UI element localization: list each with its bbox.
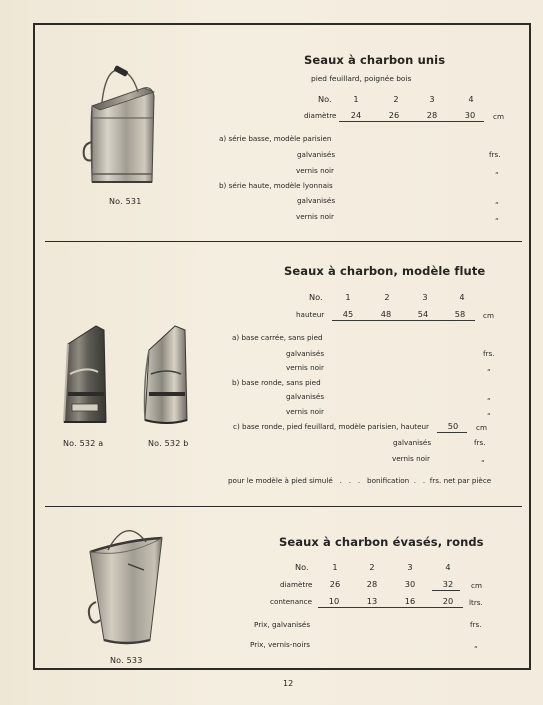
page-number: 12 <box>283 679 294 688</box>
height-value: 45 <box>342 309 354 319</box>
size-number: 3 <box>407 562 413 572</box>
price-galvanized-label: Prix, galvanisés <box>254 620 311 629</box>
size-number: 4 <box>459 292 465 302</box>
section-title-531: Seaux à charbon unis <box>304 53 446 67</box>
ditto-mark: „ <box>481 454 485 463</box>
item-c-label: c) base ronde, pied feuillard, modèle parisien, hauteur <box>233 422 430 431</box>
section-divider-1 <box>45 241 522 242</box>
diameter-label: diamètre <box>280 580 313 589</box>
caption-531: No. 531 <box>109 197 142 206</box>
capacity-value: 16 <box>404 596 416 606</box>
diameter-value: 30 <box>464 110 476 120</box>
capacity-value: 10 <box>328 596 340 606</box>
no-label: No. <box>309 292 323 302</box>
price-unit-frs: frs. <box>474 438 486 447</box>
size-number: 1 <box>345 292 351 302</box>
capacity-value: 13 <box>366 596 378 606</box>
size-number: 1 <box>353 94 359 104</box>
galvanized-label: galvanisés <box>297 150 336 159</box>
no-label: No. <box>318 94 332 104</box>
capacity-label: contenance <box>270 597 313 606</box>
underline <box>437 432 467 433</box>
ditto-mark: „ <box>495 212 499 221</box>
section-title-532: Seaux à charbon, modèle flute <box>284 264 486 278</box>
item-b-label: b) base ronde, sans pied <box>232 378 321 387</box>
diameter-value: 28 <box>366 579 378 589</box>
black-varnish-label: vernis noir <box>296 212 334 221</box>
caption-532a: No. 532 a <box>63 439 104 448</box>
size-number: 4 <box>445 562 451 572</box>
black-varnish-label: vernis noir <box>286 363 324 372</box>
item-b-label: b) série haute, modèle lyonnais <box>219 181 333 190</box>
size-number: 3 <box>422 292 428 302</box>
diameter-value: 26 <box>329 579 341 589</box>
galvanized-label: galvanisés <box>286 349 325 358</box>
price-unit-frs: frs. <box>483 349 495 358</box>
section-subtitle-531: pied feuillard, poignée bois <box>311 74 412 83</box>
height-label: hauteur <box>296 310 325 319</box>
item-c-height-value: 50 <box>447 421 459 431</box>
caption-533: No. 533 <box>110 656 143 665</box>
black-varnish-label: vernis noir <box>296 166 334 175</box>
size-number: 1 <box>332 562 338 572</box>
galvanized-label: galvanisés <box>297 196 336 205</box>
size-number: 4 <box>468 94 474 104</box>
unit-cm: cm <box>493 112 504 121</box>
ditto-mark: „ <box>495 196 499 205</box>
unit-cm: cm <box>476 423 487 432</box>
diameter-value: 30 <box>404 579 416 589</box>
ditto-mark: „ <box>474 640 478 649</box>
height-value: 58 <box>454 309 466 319</box>
height-value: 48 <box>380 309 392 319</box>
no-label: No. <box>295 562 309 572</box>
unit-liters: ltrs. <box>469 598 483 607</box>
diameter-value: 32 <box>442 579 454 589</box>
item-a-label: a) série basse, modèle parisien <box>219 134 332 143</box>
galvanized-label: galvanisés <box>286 392 325 401</box>
price-unit-frs: frs. <box>470 620 482 629</box>
size-number: 2 <box>369 562 375 572</box>
black-varnish-label: vernis noir <box>286 407 324 416</box>
ditto-mark: „ <box>495 166 499 175</box>
item-a-label: a) base carrée, sans pied <box>232 333 323 342</box>
unit-cm: cm <box>483 311 494 320</box>
coal-scuttle-532b-image <box>137 322 195 430</box>
coal-scuttle-532a-image <box>56 322 116 430</box>
underline <box>432 590 460 591</box>
diameter-value: 24 <box>350 110 362 120</box>
galvanized-label: galvanisés <box>393 438 432 447</box>
underline <box>332 320 475 321</box>
footnote-simulated-foot: pour le modèle à pied simulé . . . bonification . . frs. net par pièce <box>228 476 492 485</box>
black-varnish-label: vernis noir <box>392 454 430 463</box>
coal-scuttle-533-image <box>86 522 168 650</box>
unit-cm: cm <box>471 581 482 590</box>
underline <box>339 121 484 122</box>
capacity-value: 20 <box>442 596 454 606</box>
diameter-value: 26 <box>388 110 400 120</box>
coal-scuttle-531-image <box>80 62 162 192</box>
size-number: 2 <box>384 292 390 302</box>
section-divider-2 <box>45 506 522 507</box>
caption-532b: No. 532 b <box>148 439 189 448</box>
price-black-varnish-label: Prix, vernis-noirs <box>250 640 311 649</box>
underline <box>318 607 463 608</box>
ditto-mark: „ <box>487 392 491 401</box>
diameter-label: diamètre <box>304 111 337 120</box>
height-value: 54 <box>417 309 429 319</box>
size-number: 3 <box>429 94 435 104</box>
price-unit-frs: frs. <box>489 150 501 159</box>
ditto-mark: „ <box>487 407 491 416</box>
size-number: 2 <box>393 94 399 104</box>
section-title-533: Seaux à charbon évasés, ronds <box>279 535 484 549</box>
diameter-value: 28 <box>426 110 438 120</box>
ditto-mark: „ <box>487 363 491 372</box>
